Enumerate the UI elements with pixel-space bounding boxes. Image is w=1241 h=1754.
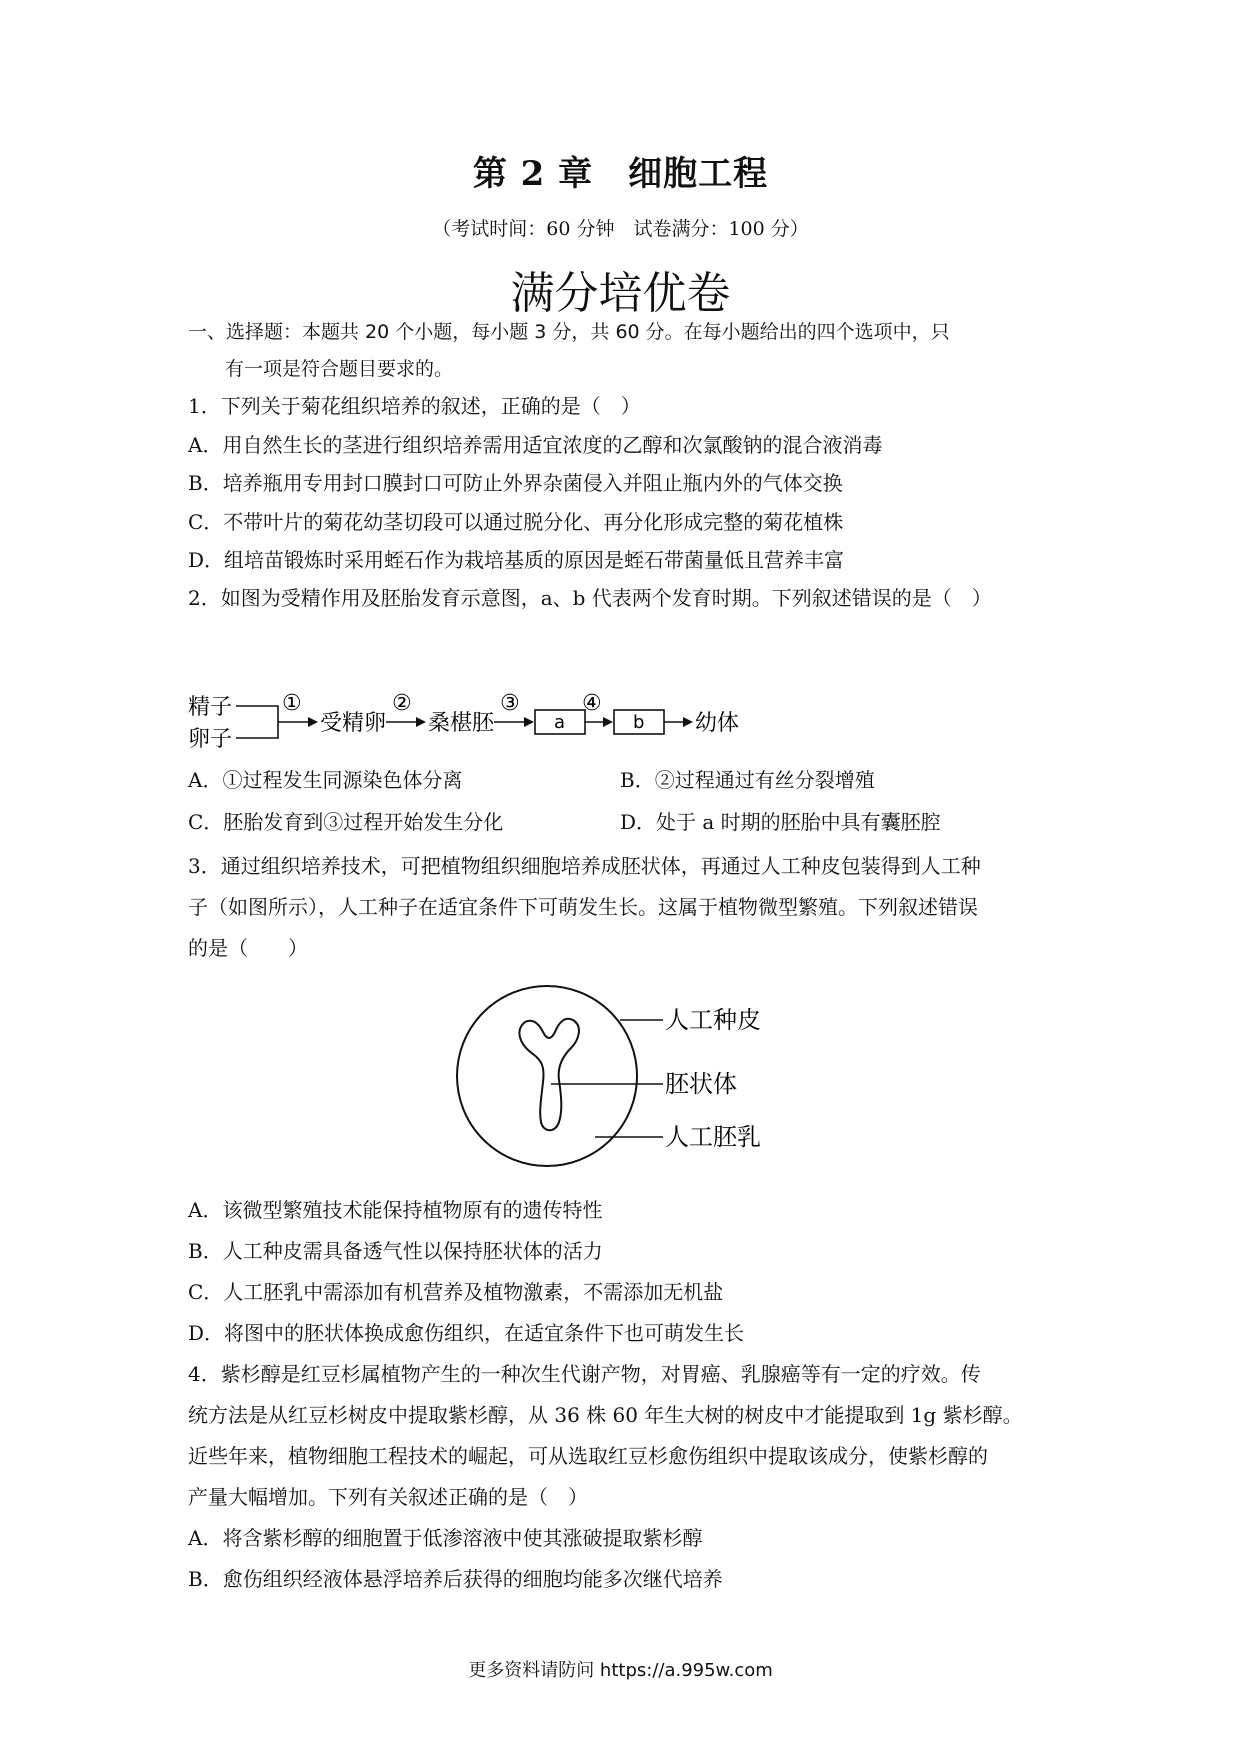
arrow-2-head [416,717,426,727]
artificial-seed-diagram [455,982,795,1172]
q4-stem-line3: 近些年来，植物细胞工程技术的崛起，可从选取红豆杉愈伤组织中提取该成分，使紫杉醇的 [188,1444,988,1468]
zygote-label: 受精卵 [320,711,387,736]
q2-stem: 2．如图为受精作用及胚胎发育示意图，a、b 代表两个发育时期。下列叙述错误的是（ ） [188,586,992,610]
footer-link[interactable]: 更多资料请防问 https://a.995w.com [468,1660,773,1681]
q1-option-b: B．培养瓶用专用封口膜封口可防止外界杂菌侵入并阻止瓶内外的气体交换 [188,471,843,495]
adult-label: 幼体 [695,711,740,736]
q4-option-b: B．愈伤组织经液体悬浮培养后获得的细胞均能多次继代培养 [188,1567,723,1591]
section-heading-line2: 有一项是符合题目要求的。 [225,358,454,380]
q3-option-d: D．将图中的胚状体换成愈伤组织，在适宜条件下也可萌发生长 [188,1321,745,1345]
q3-option-c: C．人工胚乳中需添加有机营养及植物激素，不需添加无机盐 [188,1280,724,1304]
fertilization-flow-diagram [188,690,748,760]
q2-option-b: B．②过程通过有丝分裂增殖 [620,768,875,792]
q2-option-c: C．胚胎发育到③过程开始发生分化 [188,810,504,834]
step-1-marker: ① [282,691,302,716]
merge-bracket [236,706,278,738]
stage-b-label: b [633,712,645,733]
section-heading-line1: 一、选择题：本题共 20 个小题，每小题 3 分，共 60 分。在每小题给出的四个选项中，只 [188,321,950,343]
arrow-4-head [603,717,613,727]
sperm-label: 精子 [188,695,233,720]
seed-coat-label: 人工种皮 [665,1006,761,1034]
paper-title: 满分培优卷 [510,268,731,319]
q4-stem-line2: 统方法是从红豆杉树皮中提取紫杉醇，从 36 株 60 年生大树的树皮中才能提取到 1g 紫杉醇。 [188,1403,1023,1427]
q1-option-c: C．不带叶片的菊花幼茎切段可以通过脱分化、再分化形成完整的菊花植株 [188,510,844,534]
step-3-marker: ③ [500,691,520,716]
q4-stem-line1: 4．紫杉醇是红豆杉属植物产生的一种次生代谢产物，对胃癌、乳腺癌等有一定的疗效。传 [188,1362,981,1386]
q4-stem-line4: 产量大幅增加。下列有关叙述正确的是（ ） [188,1485,588,1509]
embryoid-label: 胚状体 [665,1070,737,1098]
arrow-3-head [524,717,534,727]
q2-option-d: D．处于 a 时期的胚胎中具有囊胚腔 [620,810,941,834]
q3-option-b: B．人工种皮需具备透气性以保持胚状体的活力 [188,1239,603,1263]
seed-coat-circle [457,986,637,1166]
stage-a-label: a [554,712,566,733]
step-4-marker: ④ [582,691,602,716]
q3-stem-line2: 子（如图所示），人工种子在适宜条件下可萌发生长。这属于植物微型繁殖。下列叙述错误 [188,895,978,919]
q3-stem-line3: 的是（ ） [188,936,308,960]
step-2-marker: ② [392,691,412,716]
q1-option-d: D．组培苗锻炼时采用蛭石作为栽培基质的原因是蛭石带菌量低且营养丰富 [188,548,845,572]
exam-subtitle: （考试时间：60 分钟 试卷满分：100 分） [432,218,809,240]
morula-label: 桑椹胚 [428,711,495,736]
q3-option-a: A．该微型繁殖技术能保持植物原有的遗传特性 [188,1198,603,1222]
egg-label: 卵子 [188,727,233,752]
q3-stem-line1: 3．通过组织培养技术，可把植物组织细胞培养成胚状体，再通过人工种皮包装得到人工种 [188,854,981,878]
q2-option-a: A．①过程发生同源染色体分离 [188,768,463,792]
q4-option-a: A．将含紫杉醇的细胞置于低渗溶液中使其涨破提取紫杉醇 [188,1526,703,1550]
chapter-title: 第 2 章 细胞工程 [472,154,769,194]
q1-option-a: A．用自然生长的茎进行组织培养需用适宜浓度的乙醇和次氯酸钠的混合液消毒 [188,433,883,457]
endosperm-label: 人工胚乳 [665,1123,761,1151]
arrow-5-head [683,717,693,727]
arrow-1-head [308,717,318,727]
embryoid-shape [519,1019,578,1131]
q1-stem: 1．下列关于菊花组织培养的叙述，正确的是（ ） [188,394,641,418]
